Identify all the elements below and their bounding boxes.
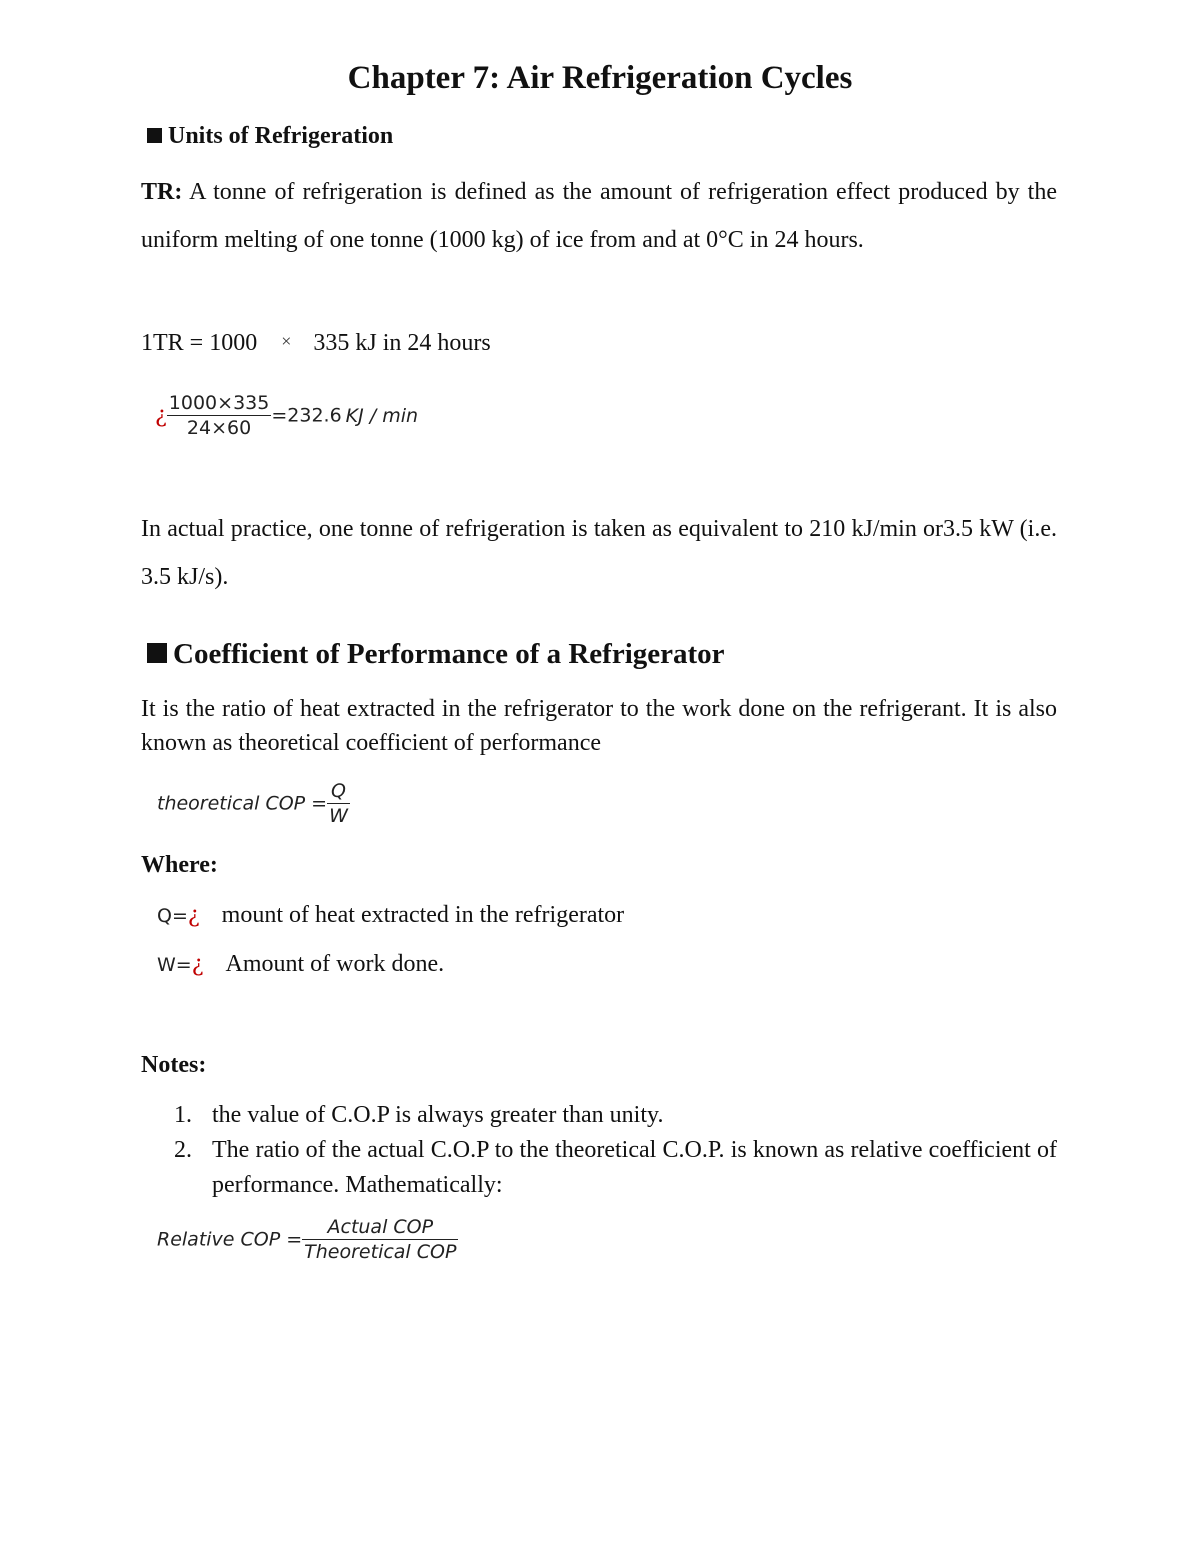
where-symbol-w: W=: [157, 954, 192, 976]
where-symbol-q: Q=: [157, 905, 188, 927]
relative-cop-numerator: Actual COP: [302, 1216, 458, 1240]
tr-calculation-formula: [155, 392, 418, 439]
tr-calculation-unit: KJ / min: [345, 404, 419, 427]
section-heading-units: [147, 123, 393, 150]
tr-fraction: [167, 392, 272, 439]
tr-equation-left: 1TR = 1000: [141, 330, 258, 356]
list-item: [141, 1098, 1057, 1133]
where-text-q: mount of heat extracted in the refrigerator: [221, 902, 625, 928]
notes-label: Notes:: [141, 1052, 207, 1078]
cop-heading-text: Coefficient of Performance of a Refrigerator: [173, 638, 725, 670]
units-heading-text: Units of Refrigeration: [168, 123, 394, 149]
inverted-question-mark: ¿: [155, 403, 167, 428]
where-text-w: Amount of work done.: [225, 951, 445, 977]
times-symbol: ×: [281, 331, 292, 351]
cop-fraction: [327, 780, 350, 827]
tr-fraction-numerator: 1000×335: [168, 392, 270, 414]
tr-label: TR:: [141, 179, 183, 205]
tr-equation: [141, 330, 491, 357]
tr-equation-right: 335 kJ in 24 hours: [313, 330, 491, 356]
tr-calculation-result: =232.6: [271, 404, 342, 427]
where-item-q: [157, 902, 624, 929]
cop-fraction-denominator: W: [329, 805, 348, 827]
note-text: the value of C.O.P is always greater than unity.: [212, 1102, 664, 1128]
tr-definition-text: A tonne of refrigeration is defined as the amount of refrigeration effect produced by the uniform melting of one tonne (1000 kg) of ice from and at 0°C in 24 hours.: [141, 179, 1057, 253]
cop-fraction-numerator: Q: [327, 780, 350, 804]
cop-formula: [157, 780, 350, 827]
tr-definition-paragraph: [141, 168, 1057, 264]
square-bullet-icon: [147, 643, 167, 663]
cop-formula-lhs: theoretical COP =: [157, 792, 328, 815]
cop-definition-paragraph: It is the ratio of heat extracted in the refrigerator to the work done on the refrigerant. It is also known as theoretical coefficient of performance: [141, 696, 1057, 756]
practice-paragraph: In actual practice, one tonne of refrigeration is taken as equivalent to 210 kJ/min or3.5 kW (i.e. 3.5 kJ/s).: [141, 516, 1057, 590]
square-bullet-icon: [147, 128, 162, 143]
notes-list: [141, 1098, 1057, 1203]
relative-cop-formula: [157, 1216, 458, 1263]
inverted-question-mark: ¿: [187, 903, 200, 928]
page-title: Chapter 7: Air Refrigeration Cycles: [347, 60, 853, 96]
note-number: 2.: [174, 1137, 192, 1163]
relative-cop-lhs: Relative COP =: [157, 1228, 303, 1251]
relative-cop-denominator: Theoretical COP: [304, 1241, 457, 1263]
where-item-w: [157, 951, 444, 978]
note-text: The ratio of the actual C.O.P to the theoretical C.O.P. is known as relative coefficient of performance. Mathematically:: [212, 1137, 1057, 1198]
where-label: Where:: [141, 852, 218, 878]
relative-cop-fraction: [302, 1216, 458, 1263]
list-item: [141, 1133, 1057, 1203]
tr-fraction-denominator: 24×60: [186, 417, 252, 439]
inverted-question-mark: ¿: [191, 952, 204, 977]
note-number: 1.: [174, 1102, 192, 1128]
section-heading-cop: [147, 638, 725, 671]
